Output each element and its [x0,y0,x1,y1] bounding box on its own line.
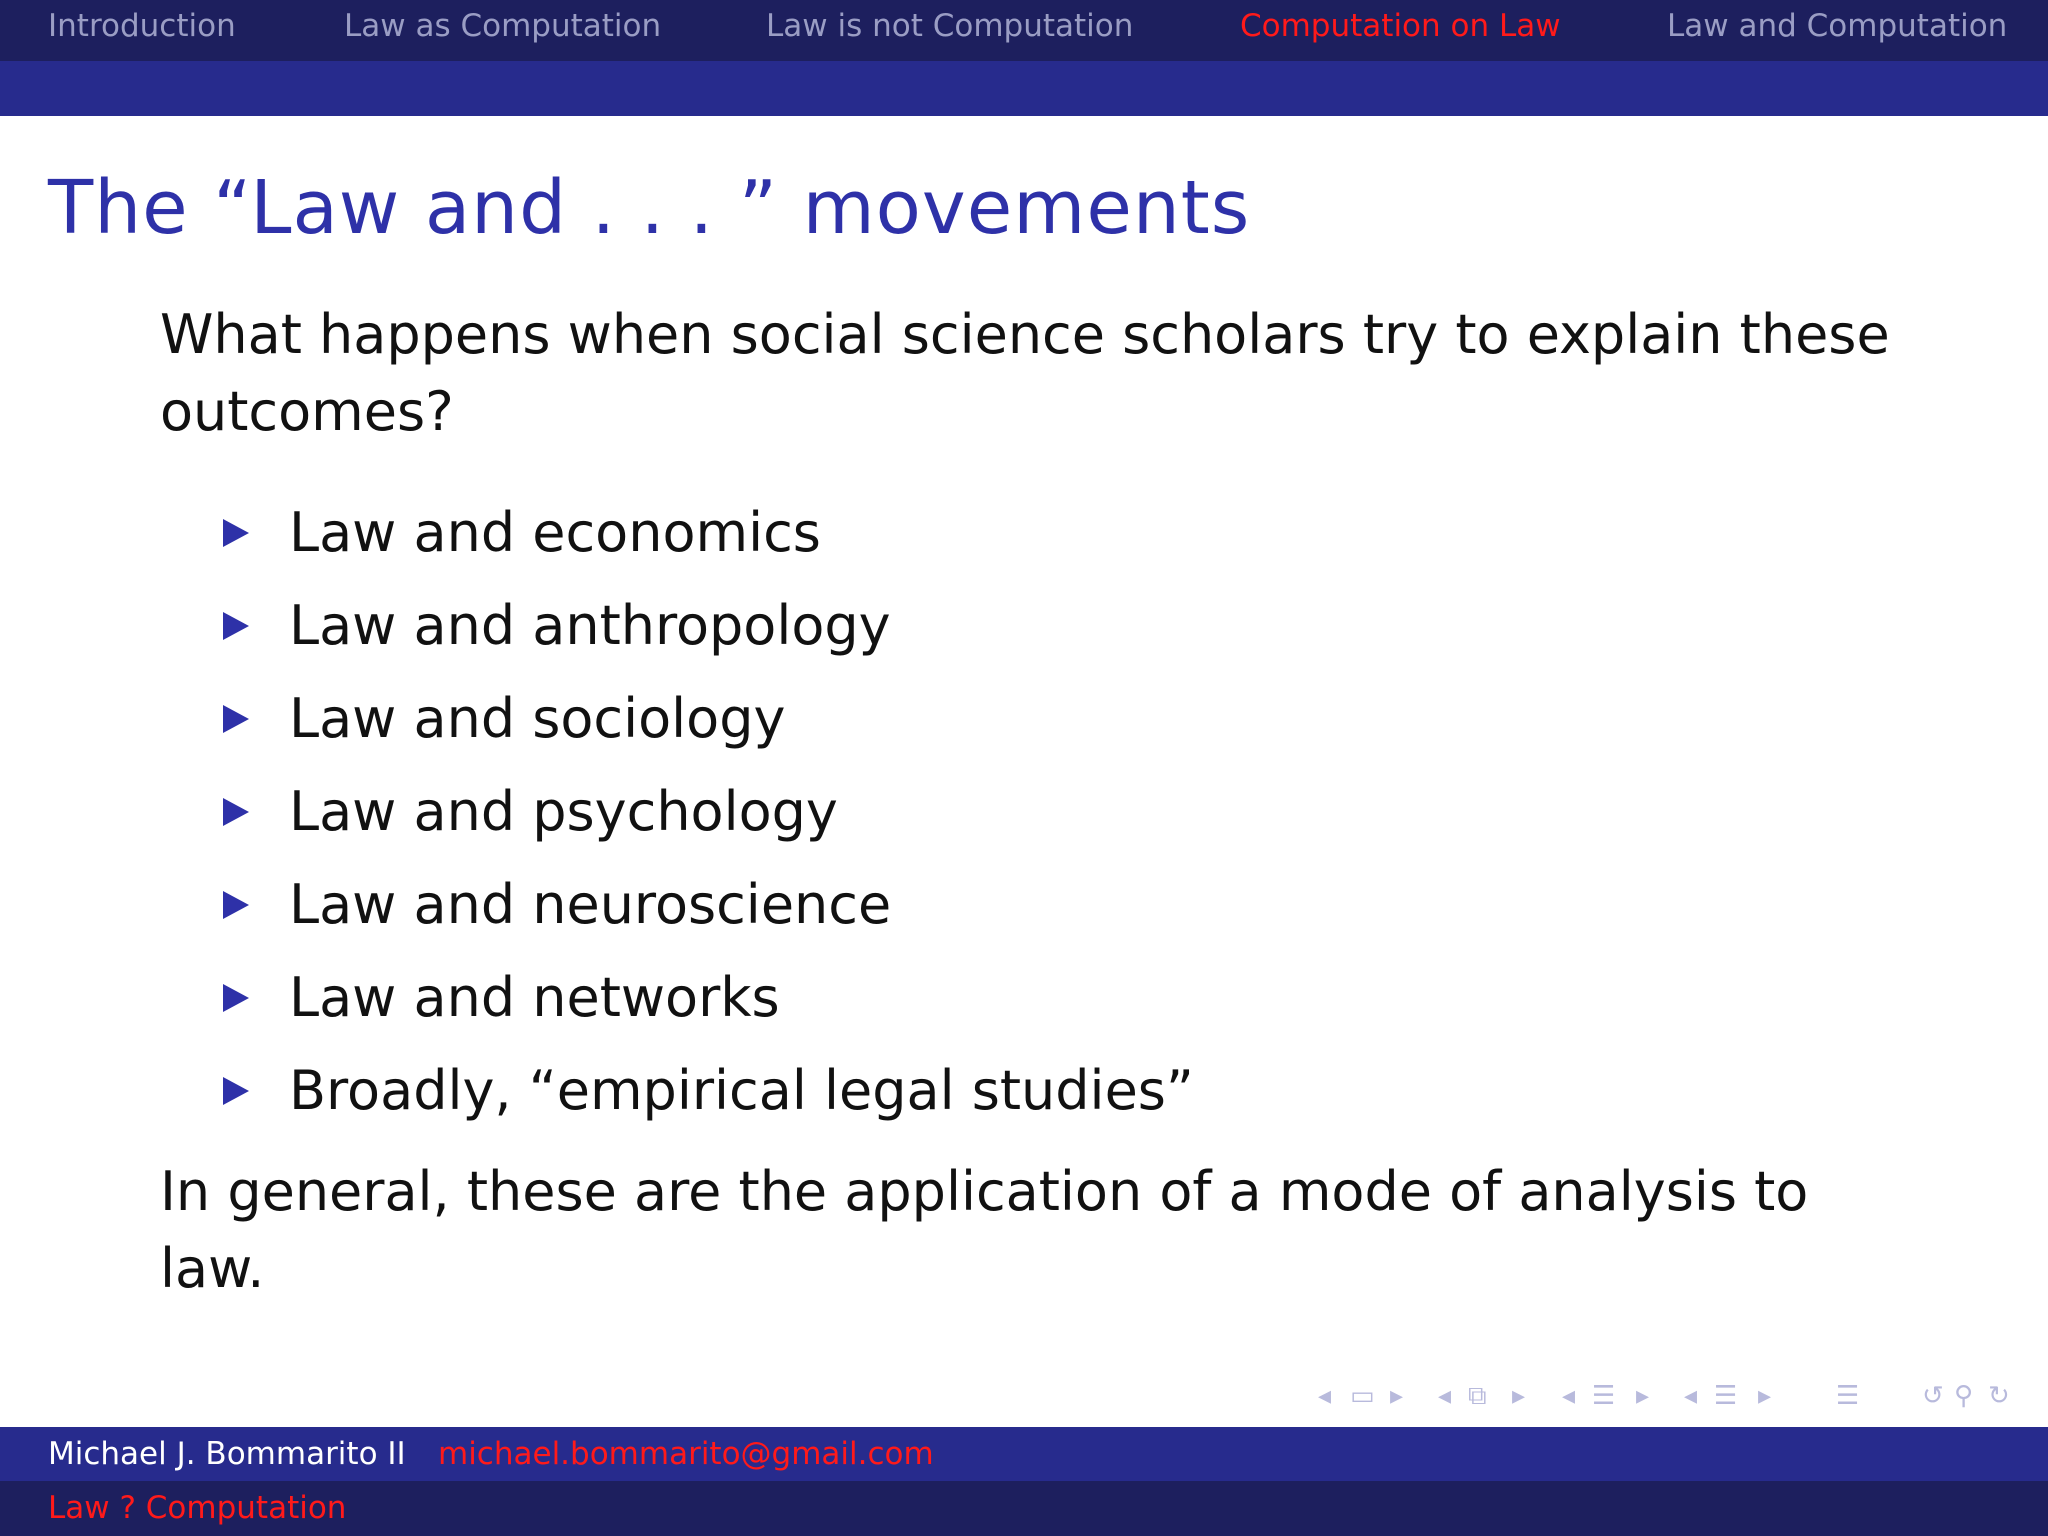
section-navigation [0,0,2048,61]
bullet-text: Law and economics [289,501,821,564]
nav-item-law-is-not-computation[interactable]: Law is not Computation [766,8,1134,44]
list-item [220,765,1194,858]
prev-frame-icon[interactable]: ◂ [1438,1381,1452,1411]
next-section-icon[interactable]: ▸ [1758,1381,1772,1411]
search-icon[interactable]: ⚲ [1954,1381,1974,1411]
bullet-triangle-icon [223,705,249,733]
next-frame-icon[interactable]: ▸ [1512,1381,1526,1411]
bullet-triangle-icon [223,984,249,1012]
frame-stack-icon[interactable]: ⧉ [1468,1381,1487,1411]
beamer-navigation-controls [1310,1378,2030,1414]
conclusion-paragraph: In general, these are the application of a mode of analysis to law. [160,1160,1809,1300]
bullet-text: Law and anthropology [289,594,891,657]
list-item [220,858,1194,951]
nav-item-law-and-computation[interactable]: Law and Computation [1667,8,2008,44]
footer-author-bar [0,1427,2048,1481]
nav-item-computation-on-law[interactable]: Computation on Law [1240,8,1561,44]
bullet-text: Broadly, “empirical legal studies” [289,1059,1194,1122]
bullet-text: Law and sociology [289,687,786,750]
bullet-text: Law and neuroscience [289,873,892,936]
intro-paragraph: What happens when social science scholars try to explain these outcomes? [160,303,1890,443]
nav-item-introduction[interactable]: Introduction [48,8,236,44]
document-icon[interactable]: ☰ [1836,1381,1860,1411]
list-item [220,951,1194,1044]
footer-author: Michael J. Bommarito II [48,1436,406,1472]
footer-title-bar [0,1481,2048,1536]
list-item [220,1044,1194,1137]
slide-frame-icon[interactable]: ▭ [1350,1381,1375,1411]
bullet-list [220,486,1194,1137]
nav-item-law-as-computation[interactable]: Law as Computation [344,8,662,44]
bullet-triangle-icon [223,612,249,640]
prev-section-icon[interactable]: ◂ [1684,1381,1698,1411]
next-slide-icon[interactable]: ▸ [1390,1381,1404,1411]
section-icon[interactable]: ☰ [1714,1381,1738,1411]
subsection-bar [0,61,2048,116]
bullet-triangle-icon [223,891,249,919]
list-item [220,672,1194,765]
slide-title: The “Law and . . . ” movements [48,165,1251,251]
subsection-icon[interactable]: ☰ [1592,1381,1616,1411]
bullet-triangle-icon [223,519,249,547]
footer-short-title: Law ? Computation [48,1490,347,1526]
prev-slide-icon[interactable]: ◂ [1318,1381,1332,1411]
bullet-text: Law and networks [289,966,780,1029]
bullet-triangle-icon [223,798,249,826]
bullet-triangle-icon [223,1077,249,1105]
back-icon[interactable]: ↺ [1922,1381,1944,1411]
list-item [220,579,1194,672]
bullet-text: Law and psychology [289,780,838,843]
next-subsection-icon[interactable]: ▸ [1636,1381,1650,1411]
list-item [220,486,1194,579]
forward-icon[interactable]: ↻ [1988,1381,2010,1411]
prev-subsection-icon[interactable]: ◂ [1562,1381,1576,1411]
footer-email[interactable]: michael.bommarito@gmail.com [438,1436,934,1472]
